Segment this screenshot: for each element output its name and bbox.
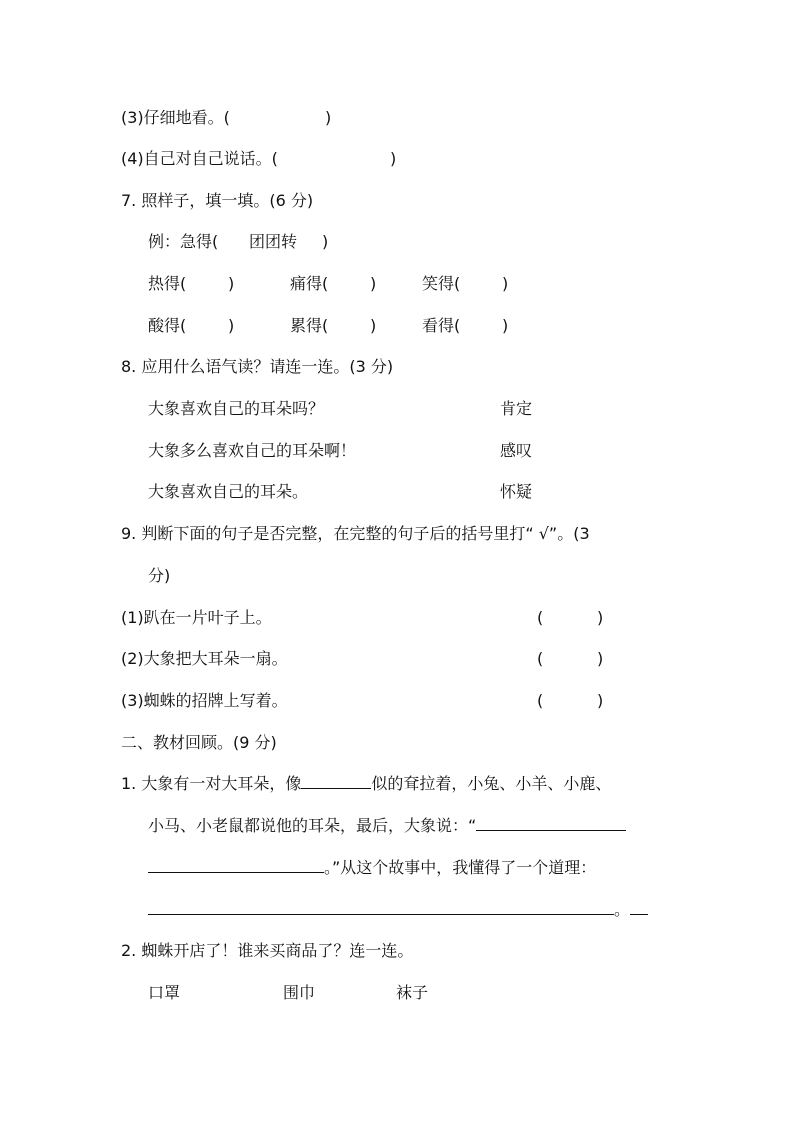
q8-tone-1: 肯定 <box>500 399 533 418</box>
r1-blank-2[interactable] <box>476 816 626 831</box>
q7-example <box>148 231 218 253</box>
q9-title-line1: 9. 判断下面的句子是否完整，在完整的句子后的括号里打“ √”。(3 <box>121 524 590 543</box>
q9-item-2-open: ( <box>537 649 544 668</box>
r2-good-1: 口罩 <box>148 983 181 1002</box>
q7-row2-item-1-close: ) <box>228 316 235 335</box>
q8-tone-3: 怀疑 <box>500 482 533 501</box>
r1-blank-3[interactable] <box>148 900 614 915</box>
q7-row2-item-2: 累得( <box>290 316 329 335</box>
q9-item-3: (3)蜘蛛的招牌上写着。 <box>121 691 288 710</box>
q9-item-2-close: ) <box>597 649 604 668</box>
q9-item-3-open: ( <box>537 691 544 710</box>
q7-row2-item-3-close: ) <box>502 316 509 335</box>
q7-example-prefix: 例：急得( <box>148 232 219 251</box>
q6-item-4-label: (4)自己对自己说话。( <box>121 149 278 168</box>
r1-line1-a: 1. 大象有一对大耳朵，像 <box>121 774 302 793</box>
q6-item-4-close: ) <box>390 149 397 168</box>
q8-sentence-1: 大象喜欢自己的耳朵吗？ <box>148 399 325 418</box>
q6-item-4 <box>121 148 278 170</box>
q6-item-3-label: (3)仔细地看。( <box>121 108 230 127</box>
q7-example-answer: 团团转 <box>249 232 298 251</box>
r1-line1-b: 似的耷拉着，小兔、小羊、小鹿、 <box>371 774 612 793</box>
r1-line3-a: 。”从这个故事中，我懂得了一个道理： <box>324 858 597 877</box>
q9-item-2: (2)大象把大耳朵一扇。 <box>121 649 288 668</box>
q7-row1-item-1-close: ) <box>228 274 235 293</box>
q7-title: 7. 照样子，填一填。(6 分) <box>121 191 314 210</box>
q7-row1-item-1: 热得( <box>148 274 187 293</box>
q7-row1-item-3: 笑得( <box>422 274 461 293</box>
r2-good-2: 围巾 <box>283 983 316 1002</box>
r1-blank-2-cont[interactable] <box>148 858 324 873</box>
q9-item-1-open: ( <box>537 608 544 627</box>
q8-sentence-3: 大象喜欢自己的耳朵。 <box>148 482 309 501</box>
q7-row2-item-2-close: ) <box>370 316 377 335</box>
q9-item-1-close: ) <box>597 608 604 627</box>
q9-item-1: (1)趴在一片叶子上。 <box>121 608 272 627</box>
q9-item-3-close: ) <box>597 691 604 710</box>
r1-line1 <box>121 773 611 795</box>
q7-row1-item-2: 痛得( <box>290 274 329 293</box>
section2-title: 二、教材回顾。(9 分) <box>121 733 277 752</box>
r1-blank-3-tail <box>630 900 648 915</box>
q8-sentence-2: 大象多么喜欢自己的耳朵啊！ <box>148 441 357 460</box>
q7-row1-item-2-close: ) <box>370 274 377 293</box>
r2-good-3: 袜子 <box>396 983 429 1002</box>
q7-row2-item-1: 酸得( <box>148 316 187 335</box>
r1-line2 <box>148 815 626 837</box>
q9-title-line2: 分) <box>148 566 171 585</box>
q8-tone-2: 感叹 <box>500 441 533 460</box>
q7-row1-item-3-close: ) <box>502 274 509 293</box>
q6-item-3-close: ) <box>325 108 332 127</box>
r1-line3 <box>148 857 596 879</box>
q8-title: 8. 应用什么语气读？请连一连。(3 分) <box>121 357 394 376</box>
r2-title: 2. 蜘蛛开店了！谁来买商品了？连一连。 <box>121 941 414 960</box>
r1-line4 <box>148 899 648 921</box>
r1-line4-end: 。 <box>614 900 631 919</box>
q7-example-close: ) <box>322 232 329 251</box>
q7-row2-item-3: 看得( <box>422 316 461 335</box>
r1-blank-1[interactable] <box>301 774 371 789</box>
r1-line2-a: 小马、小老鼠都说他的耳朵，最后，大象说：“ <box>148 816 477 835</box>
q6-item-3 <box>121 107 230 129</box>
